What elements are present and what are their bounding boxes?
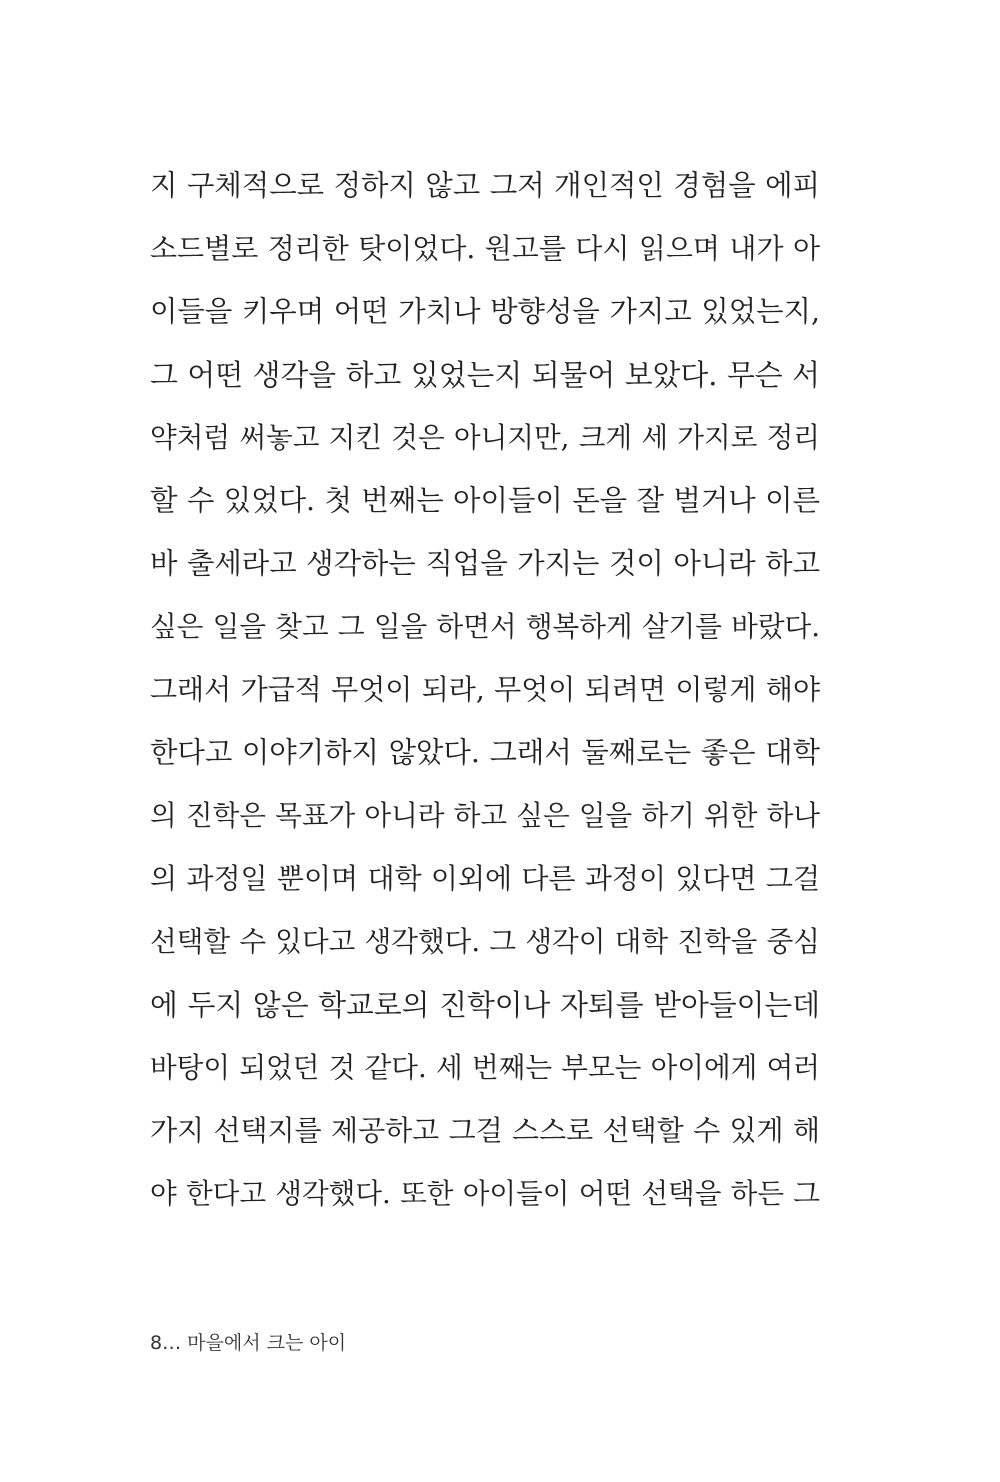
page-number: 8 [150, 1332, 163, 1354]
text-line: 바탕이 되었던 것 같다. 세 번째는 부모는 아이에게 여러 [150, 1051, 820, 1084]
text-line: 이들을 키우며 어떤 가치나 방향성을 가지고 있었는지, [150, 295, 820, 328]
footer-separator: … [162, 1332, 182, 1354]
text-line: 약처럼 써놓고 지킨 것은 아니지만, 크게 세 가지로 정리 [150, 421, 820, 454]
text-line: 소드별로 정리한 탓이었다. 원고를 다시 읽으며 내가 아 [150, 232, 820, 265]
text-line: 싶은 일을 찾고 그 일을 하면서 행복하게 살기를 바랐다. [150, 610, 820, 643]
text-line: 에 두지 않은 학교로의 진학이나 자퇴를 받아들이는데 [150, 988, 820, 1022]
text-line: 의 과정일 뿐이며 대학 이외에 다른 과정이 있다면 그걸 [150, 862, 820, 895]
text-line: 한다고 이야기하지 않았다. 그래서 둘째로는 좋은 대학 [150, 736, 820, 769]
text-line: 그래서 가급적 무엇이 되라, 무엇이 되려면 이렇게 해야 [150, 673, 820, 706]
page-footer [150, 1328, 346, 1355]
text-line: 의 진학은 목표가 아니라 하고 싶은 일을 하기 위한 하나 [150, 799, 820, 832]
text-line: 지 구체적으로 정하지 않고 그저 개인적인 경험을 에피 [150, 169, 820, 202]
text-line: 바 출세라고 생각하는 직업을 가지는 것이 아니라 하고 [150, 547, 820, 580]
running-title: 마을에서 크는 아이 [187, 1332, 347, 1354]
text-line: 그 어떤 생각을 하고 있었는지 되물어 보았다. 무슨 서 [150, 358, 820, 392]
text-line: 야 한다고 생각했다. 또한 아이들이 어떤 선택을 하든 그 [150, 1177, 820, 1210]
text-line: 선택할 수 있다고 생각했다. 그 생각이 대학 진학을 중심 [150, 925, 820, 958]
text-line: 할 수 있었다. 첫 번째는 아이들이 돈을 잘 벌거나 이른 [150, 484, 820, 517]
body-text [150, 158, 820, 1229]
text-line: 가지 선택지를 제공하고 그걸 스스로 선택할 수 있게 해 [150, 1114, 820, 1147]
